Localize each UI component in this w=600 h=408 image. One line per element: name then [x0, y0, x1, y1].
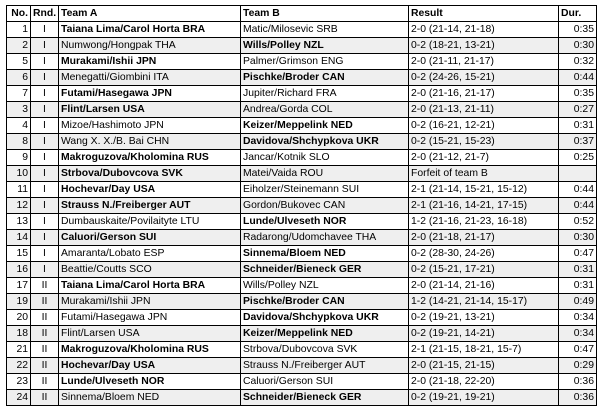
table-row [7, 262, 597, 278]
header-team-a: Team A [59, 6, 241, 22]
cell-team-b: Strbova/Dubovcova SVK [241, 342, 409, 358]
cell-team-b: Keizer/Meppelink NED [241, 118, 409, 134]
cell-team-a: Menegatti/Giombini ITA [59, 70, 241, 86]
cell-rnd: I [31, 118, 59, 134]
cell-rnd: I [31, 102, 59, 118]
cell-team-a: Beattie/Coutts SCO [59, 262, 241, 278]
cell-dur: 0:31 [559, 262, 597, 278]
table-row [7, 134, 597, 150]
cell-no: 21 [7, 342, 31, 358]
cell-team-a: Lunde/Ulveseth NOR [59, 374, 241, 390]
cell-dur: 0:30 [559, 230, 597, 246]
cell-no: 17 [7, 278, 31, 294]
cell-result: 0-2 (15-21, 15-23) [409, 134, 559, 150]
table-row [7, 278, 597, 294]
cell-team-b: Sinnema/Bloem NED [241, 246, 409, 262]
cell-dur: 0:35 [559, 86, 597, 102]
cell-no: 4 [7, 118, 31, 134]
cell-result: 0-2 (28-30, 24-26) [409, 246, 559, 262]
cell-dur: 0:34 [559, 310, 597, 326]
cell-result: 1-2 (21-16, 21-23, 16-18) [409, 214, 559, 230]
cell-dur: 0:47 [559, 246, 597, 262]
cell-team-a: Mizoe/Hashimoto JPN [59, 118, 241, 134]
cell-no: 1 [7, 22, 31, 38]
cell-team-b: Pischke/Broder CAN [241, 70, 409, 86]
cell-result: 2-0 (21-14, 21-16) [409, 278, 559, 294]
cell-team-a: Futami/Hasegawa JPN [59, 310, 241, 326]
cell-team-a: Caluori/Gerson SUI [59, 230, 241, 246]
header-no: No. [7, 6, 31, 22]
cell-dur: 0:25 [559, 150, 597, 166]
cell-team-a: Strbova/Dubovcova SVK [59, 166, 241, 182]
cell-rnd: I [31, 134, 59, 150]
cell-team-a: Makroguzova/Kholomina RUS [59, 150, 241, 166]
cell-result: 1-2 (14-21, 21-14, 15-17) [409, 294, 559, 310]
cell-team-b: Schneider/Bieneck GER [241, 390, 409, 406]
cell-no: 2 [7, 38, 31, 54]
cell-result: 2-0 (21-14, 21-18) [409, 22, 559, 38]
cell-result: 0-2 (24-26, 15-21) [409, 70, 559, 86]
table-header-row [7, 6, 597, 22]
cell-no: 12 [7, 198, 31, 214]
cell-team-a: Sinnema/Bloem NED [59, 390, 241, 406]
cell-team-b: Radarong/Udomchavee THA [241, 230, 409, 246]
table-row [7, 246, 597, 262]
cell-team-a: Dumbauskaite/Povilaityte LTU [59, 214, 241, 230]
cell-result: 2-0 (21-16, 21-17) [409, 86, 559, 102]
table-row [7, 198, 597, 214]
cell-no: 9 [7, 150, 31, 166]
cell-dur: 0:36 [559, 390, 597, 406]
cell-no: 13 [7, 214, 31, 230]
cell-team-b: Matei/Vaida ROU [241, 166, 409, 182]
cell-rnd: I [31, 166, 59, 182]
cell-result: 0-2 (16-21, 12-21) [409, 118, 559, 134]
cell-dur: 0:35 [559, 22, 597, 38]
cell-team-a: Flint/Larsen USA [59, 326, 241, 342]
header-result: Result [409, 6, 559, 22]
cell-no: 11 [7, 182, 31, 198]
cell-team-a: Makroguzova/Kholomina RUS [59, 342, 241, 358]
header-rnd: Rnd. [31, 6, 59, 22]
cell-team-b: Jupiter/Richard FRA [241, 86, 409, 102]
cell-team-b: Wills/Polley NZL [241, 38, 409, 54]
cell-rnd: I [31, 38, 59, 54]
cell-team-b: Eiholzer/Steinemann SUI [241, 182, 409, 198]
cell-result: 2-0 (21-18, 21-17) [409, 230, 559, 246]
cell-team-b: Keizer/Meppelink NED [241, 326, 409, 342]
cell-rnd: I [31, 70, 59, 86]
cell-no: 18 [7, 326, 31, 342]
cell-rnd: I [31, 198, 59, 214]
cell-rnd: II [31, 342, 59, 358]
cell-no: 6 [7, 70, 31, 86]
cell-team-b: Davidova/Shchypkova UKR [241, 310, 409, 326]
table-row [7, 214, 597, 230]
cell-no: 22 [7, 358, 31, 374]
cell-team-a: Hochevar/Day USA [59, 182, 241, 198]
cell-team-b: Gordon/Bukovec CAN [241, 198, 409, 214]
cell-dur: 0:27 [559, 102, 597, 118]
cell-no: 15 [7, 246, 31, 262]
cell-rnd: II [31, 358, 59, 374]
cell-dur: 0:30 [559, 38, 597, 54]
cell-team-b: Pischke/Broder CAN [241, 294, 409, 310]
table-row [7, 230, 597, 246]
table-row [7, 358, 597, 374]
table-row [7, 38, 597, 54]
cell-dur: 0:52 [559, 214, 597, 230]
cell-rnd: II [31, 374, 59, 390]
table-row [7, 326, 597, 342]
cell-dur: 0:31 [559, 278, 597, 294]
cell-team-a: Numwong/Hongpak THA [59, 38, 241, 54]
cell-result: 0-2 (15-21, 17-21) [409, 262, 559, 278]
cell-result: 0-2 (19-21, 13-21) [409, 310, 559, 326]
cell-result: 2-0 (21-13, 21-11) [409, 102, 559, 118]
cell-dur: 0:31 [559, 118, 597, 134]
cell-team-b: Matic/Milosevic SRB [241, 22, 409, 38]
cell-rnd: I [31, 22, 59, 38]
cell-no: 23 [7, 374, 31, 390]
table-row [7, 310, 597, 326]
table-row [7, 374, 597, 390]
table-row [7, 102, 597, 118]
cell-no: 14 [7, 230, 31, 246]
cell-no: 24 [7, 390, 31, 406]
cell-dur: 0:49 [559, 294, 597, 310]
cell-result: 0-2 (18-21, 13-21) [409, 38, 559, 54]
table-row [7, 118, 597, 134]
cell-team-a: Futami/Hasegawa JPN [59, 86, 241, 102]
cell-no: 19 [7, 294, 31, 310]
header-team-b: Team B [241, 6, 409, 22]
cell-dur: 0:44 [559, 70, 597, 86]
table-row [7, 390, 597, 406]
table-row [7, 342, 597, 358]
table-row [7, 294, 597, 310]
cell-team-a: Murakami/Ishii JPN [59, 294, 241, 310]
cell-rnd: I [31, 86, 59, 102]
results-table-container [6, 5, 597, 406]
cell-team-a: Wang X. X./B. Bai CHN [59, 134, 241, 150]
cell-no: 7 [7, 86, 31, 102]
cell-team-b: Davidova/Shchypkova UKR [241, 134, 409, 150]
cell-result: 2-1 (21-15, 18-21, 15-7) [409, 342, 559, 358]
cell-rnd: II [31, 310, 59, 326]
cell-no: 3 [7, 102, 31, 118]
cell-rnd: I [31, 214, 59, 230]
cell-rnd: II [31, 294, 59, 310]
cell-rnd: I [31, 54, 59, 70]
cell-result: 2-1 (21-16, 14-21, 17-15) [409, 198, 559, 214]
cell-no: 20 [7, 310, 31, 326]
table-row [7, 182, 597, 198]
table-row [7, 150, 597, 166]
cell-dur: 0:37 [559, 134, 597, 150]
cell-result: 2-0 (21-18, 22-20) [409, 374, 559, 390]
cell-dur: 0:44 [559, 198, 597, 214]
table-row [7, 166, 597, 182]
cell-result: 2-0 (21-15, 21-15) [409, 358, 559, 374]
cell-team-b: Lunde/Ulveseth NOR [241, 214, 409, 230]
cell-rnd: I [31, 230, 59, 246]
cell-rnd: I [31, 262, 59, 278]
cell-no: 16 [7, 262, 31, 278]
cell-dur: 0:29 [559, 358, 597, 374]
cell-team-a: Strauss N./Freiberger AUT [59, 198, 241, 214]
cell-dur: 0:44 [559, 182, 597, 198]
cell-team-a: Amaranta/Lobato ESP [59, 246, 241, 262]
cell-team-b: Caluori/Gerson SUI [241, 374, 409, 390]
cell-dur: 0:36 [559, 374, 597, 390]
cell-dur: 0:47 [559, 342, 597, 358]
table-row [7, 70, 597, 86]
table-row [7, 54, 597, 70]
table-row [7, 86, 597, 102]
cell-dur: 0:34 [559, 326, 597, 342]
cell-result: 0-2 (19-21, 19-21) [409, 390, 559, 406]
cell-team-b: Palmer/Grimson ENG [241, 54, 409, 70]
cell-result: Forfeit of team B [409, 166, 559, 182]
cell-team-a: Murakami/Ishii JPN [59, 54, 241, 70]
cell-rnd: II [31, 326, 59, 342]
cell-no: 8 [7, 134, 31, 150]
cell-team-b: Strauss N./Freiberger AUT [241, 358, 409, 374]
cell-no: 10 [7, 166, 31, 182]
cell-team-b: Andrea/Gorda COL [241, 102, 409, 118]
cell-rnd: I [31, 246, 59, 262]
cell-rnd: I [31, 182, 59, 198]
cell-team-a: Hochevar/Day USA [59, 358, 241, 374]
cell-result: 2-1 (21-14, 15-21, 15-12) [409, 182, 559, 198]
cell-result: 0-2 (19-21, 14-21) [409, 326, 559, 342]
cell-team-b: Jancar/Kotnik SLO [241, 150, 409, 166]
cell-rnd: I [31, 150, 59, 166]
cell-result: 2-0 (21-12, 21-7) [409, 150, 559, 166]
cell-team-a: Flint/Larsen USA [59, 102, 241, 118]
cell-rnd: II [31, 390, 59, 406]
cell-team-b: Schneider/Bieneck GER [241, 262, 409, 278]
cell-rnd: II [31, 278, 59, 294]
header-dur: Dur. [559, 6, 597, 22]
table-row [7, 22, 597, 38]
cell-team-a: Taiana Lima/Carol Horta BRA [59, 278, 241, 294]
results-table [6, 5, 597, 406]
cell-dur [559, 166, 597, 182]
cell-no: 5 [7, 54, 31, 70]
cell-team-a: Taiana Lima/Carol Horta BRA [59, 22, 241, 38]
cell-team-b: Wills/Polley NZL [241, 278, 409, 294]
cell-result: 2-0 (21-11, 21-17) [409, 54, 559, 70]
cell-dur: 0:32 [559, 54, 597, 70]
